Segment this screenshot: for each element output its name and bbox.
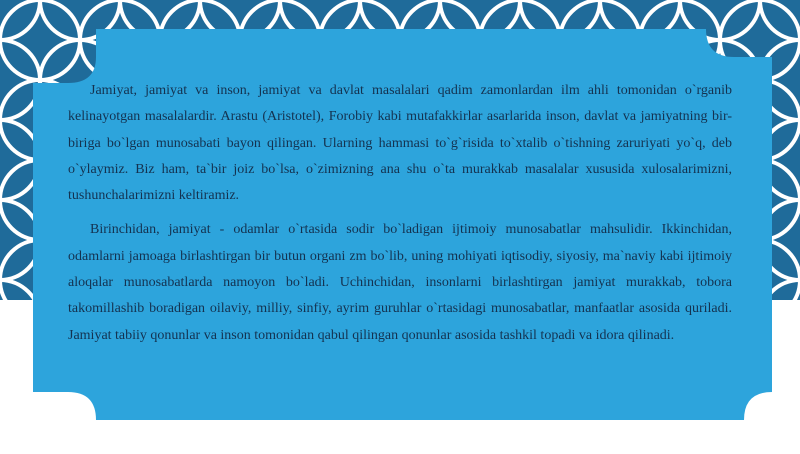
body-text [68, 78, 732, 357]
paragraph-1: Jamiyat, jamiyat va inson, jamiyat va davlat masalalari qadim zamonlardan ilm ahli tomonidan o`rganib kelinayotgan masalalardir. Arastu (Aristotel), Forobiy kabi mutafakkirlar asarlarida inson, davlat va jamiyatning bir-biriga bo`lgan munosabati bayon qilingan. Ularning hammasi to`g`risida to`xtalib o`tishning zaruriyati yo`q, deb o`ylaymiz. Biz ham, ta`bir joiz bo`lsa, o`zimizning ana shu o`ta murakkab masalalar xususida xulosalarimizni, tushunchalarimizni keltiramiz. [68, 83, 732, 204]
paragraph-2: Birinchidan, jamiyat - odamlar o`rtasida sodir bo`ladigan ijtimoiy munosabatlar mahsulidir. Ikkinchidan, odamlarni jamoaga birlashtirgan bir butun organi zm bo`lib, uning mohiyati iqtisodiy, siyosiy, ma`naviy kabi ijtimoiy aloqalar munosabatlarda namoyon bo`ladi. Uchinchidan, insonlarni birlashtirgan jamiyat murakkab, tobora takomillashib boradigan oilaviy, milliy, sinfiy, ayrim guruhlar o`rtasidagi munosabatlar, manfaatlar asosida quriladi. Jamiyat tabiiy qonunlar va inson tomonidan qabul qilingan qonunlar asosida tashkil topadi va idora qilinadi. [68, 222, 732, 343]
